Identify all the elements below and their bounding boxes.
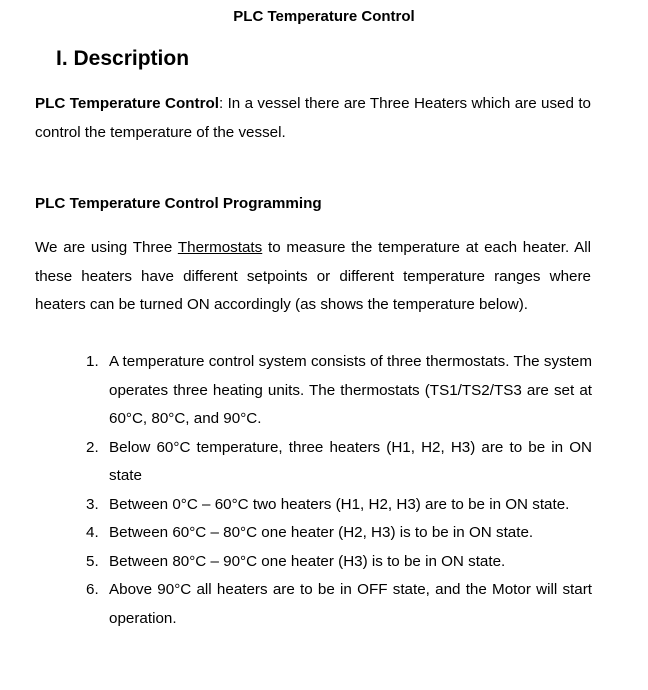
list-item-text: Between 80°C – 90°C one heater (H3) is to be in ON state. bbox=[109, 552, 506, 570]
steps-list bbox=[86, 348, 592, 633]
list-item-text: A temperature control system consists of three thermostats. The system operates three heating units. The thermostats (TS1/TS2/TS3 are set at 60°C, 80°C, and 90°C. bbox=[109, 353, 592, 427]
list-item-number: 5. bbox=[86, 552, 99, 570]
list-item-number: 6. bbox=[86, 581, 99, 598]
list-item bbox=[86, 519, 592, 548]
list-item bbox=[86, 434, 592, 491]
list-item-number: 4. bbox=[86, 524, 99, 541]
list-item bbox=[86, 548, 592, 577]
programming-text-after: to measure the temperature at each heater. All these heaters have different setpoints or different temperature ranges where heaters can be turned ON accordingly (as shows the temperature below). bbox=[35, 239, 591, 313]
document-title: PLC Temperature Control bbox=[233, 8, 415, 25]
list-item-text: Between 0°C – 60°C two heaters (H1, H2, H3) are to be in ON state. bbox=[109, 495, 570, 513]
list-item-text: Between 60°C – 80°C one heater (H2, H3) is to be in ON state. bbox=[109, 524, 534, 541]
programming-paragraph bbox=[35, 234, 591, 320]
list-item bbox=[86, 576, 592, 633]
section-heading: I. Description bbox=[56, 47, 190, 70]
list-item bbox=[86, 348, 592, 434]
list-item-text: Above 90°C all heaters are to be in OFF state, and the Motor will start operation. bbox=[109, 581, 592, 627]
intro-paragraph bbox=[35, 90, 591, 147]
intro-bold-label: PLC Temperature Control bbox=[35, 95, 219, 112]
thermostats-link[interactable]: Thermostats bbox=[177, 239, 263, 256]
list-item-number: 1. bbox=[86, 353, 99, 370]
programming-text-before: We are using Three bbox=[35, 239, 178, 256]
list-item bbox=[86, 491, 592, 520]
programming-heading: PLC Temperature Control Programming bbox=[35, 195, 322, 212]
list-item-number: 3. bbox=[86, 495, 99, 513]
intro-text: : In a vessel there are Three Heaters which are used to control the temperature of the vessel. bbox=[35, 95, 591, 141]
list-item-text: Below 60°C temperature, three heaters (H1, H2, H3) are to be in ON state bbox=[109, 438, 592, 484]
list-item-number: 2. bbox=[86, 438, 99, 456]
